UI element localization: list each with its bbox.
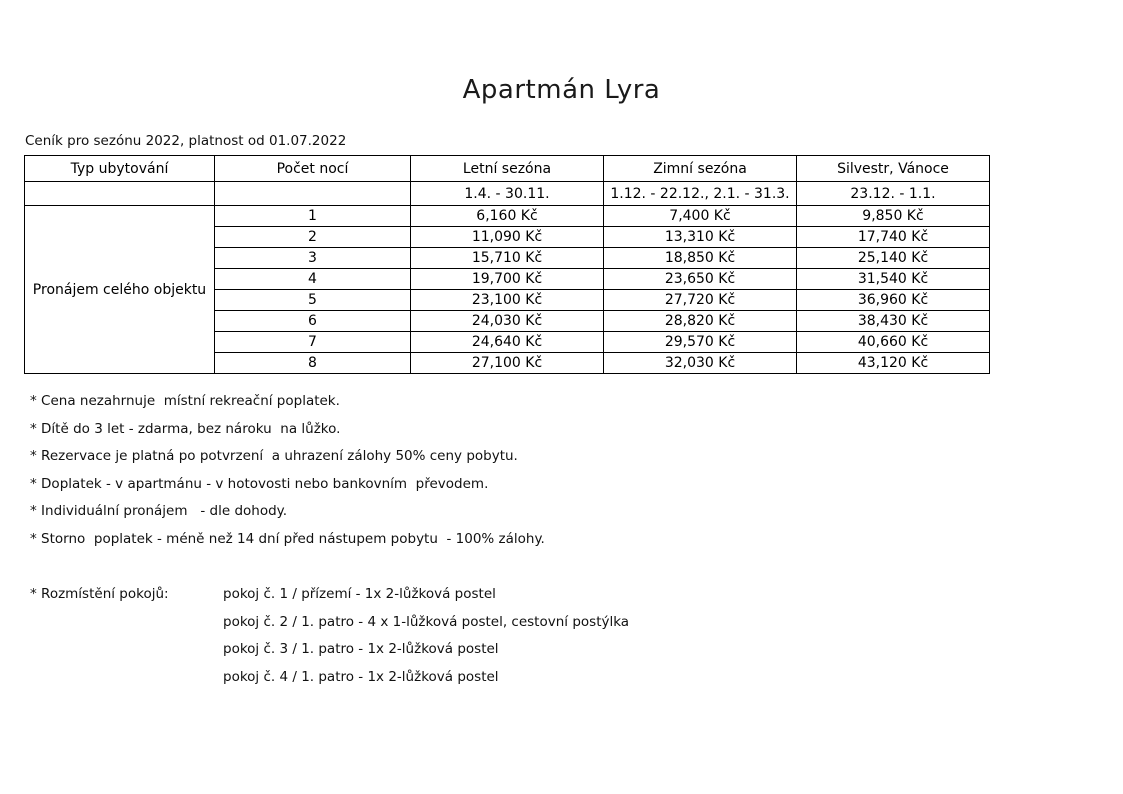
cell-price-holiday: 31,540 Kč	[797, 269, 990, 290]
cell-price-holiday: 25,140 Kč	[797, 248, 990, 269]
page-title: Apartmán Lyra	[462, 75, 661, 105]
header-type: Typ ubytování	[25, 156, 215, 182]
cell-price-winter: 32,030 Kč	[604, 353, 797, 374]
cell-price-summer: 11,090 Kč	[411, 227, 604, 248]
note-item: * Doplatek - v apartmánu - v hotovosti nebo bankovním převodem.	[30, 475, 489, 492]
cell-price-holiday: 43,120 Kč	[797, 353, 990, 374]
table-header-row-dates	[25, 182, 990, 206]
cell-price-summer: 24,030 Kč	[411, 311, 604, 332]
header-season-holiday: Silvestr, Vánoce	[797, 156, 990, 182]
cell-price-winter: 7,400 Kč	[604, 206, 797, 227]
header-nights: Počet nocí	[215, 156, 411, 182]
note-item: * Rezervace je platná po potvrzení a uhrazení zálohy 50% ceny pobytu.	[30, 448, 518, 464]
cell-nights: 1	[215, 206, 411, 227]
cell-nights: 3	[215, 248, 411, 269]
header-range-summer: 1.4. - 30.11.	[411, 182, 604, 206]
header-season-summer: Letní sezóna	[411, 156, 604, 182]
list-item: pokoj č. 3 / 1. patro - 1x 2-lůžková postel	[223, 641, 499, 657]
cell-price-holiday: 36,960 Kč	[797, 290, 990, 311]
cell-price-summer: 23,100 Kč	[411, 290, 604, 311]
cell-nights: 7	[215, 332, 411, 353]
header-range-holiday: 23.12. - 1.1.	[797, 182, 990, 206]
header-season-winter: Zimní sezóna	[604, 156, 797, 182]
note-item: * Storno poplatek - méně než 14 dní před nástupem pobytu - 100% zálohy.	[30, 530, 545, 547]
cell-nights: 2	[215, 227, 411, 248]
rooms-list	[223, 586, 629, 696]
cell-nights: 5	[215, 290, 411, 311]
price-list-subtitle: Ceník pro sezónu 2022, platnost od 01.07.2022	[25, 133, 347, 149]
cell-price-summer: 27,100 Kč	[411, 353, 604, 374]
list-item: pokoj č. 4 / 1. patro - 1x 2-lůžková postel	[223, 668, 499, 685]
cell-price-summer: 15,710 Kč	[411, 248, 604, 269]
table-header-row-main	[25, 156, 990, 182]
cell-price-winter: 27,720 Kč	[604, 290, 797, 311]
note-item: * Cena nezahrnuje místní rekreační poplatek.	[30, 393, 340, 409]
list-item: pokoj č. 2 / 1. patro - 4 x 1-lůžková postel, cestovní postýlka	[223, 613, 630, 630]
cell-price-winter: 28,820 Kč	[604, 311, 797, 332]
cell-price-winter: 13,310 Kč	[604, 227, 797, 248]
cell-price-holiday: 40,660 Kč	[797, 332, 990, 353]
cell-price-winter: 29,570 Kč	[604, 332, 797, 353]
note-item: * Dítě do 3 let - zdarma, bez nároku na lůžko.	[30, 420, 341, 437]
cell-price-winter: 23,650 Kč	[604, 269, 797, 290]
header-range-winter: 1.12. - 22.12., 2.1. - 31.3.	[604, 182, 797, 206]
list-item: pokoj č. 1 / přízemí - 1x 2-lůžková postel	[223, 586, 496, 602]
cell-price-winter: 18,850 Kč	[604, 248, 797, 269]
row-label-whole-object: Pronájem celého objektu	[25, 206, 215, 374]
cell-price-holiday: 9,850 Kč	[797, 206, 990, 227]
cell-price-summer: 6,160 Kč	[411, 206, 604, 227]
cell-nights: 8	[215, 353, 411, 374]
note-item: * Individuální pronájem - dle dohody.	[30, 503, 288, 519]
rooms-label: * Rozmístění pokojů:	[30, 586, 169, 602]
cell-price-summer: 24,640 Kč	[411, 332, 604, 353]
cell-price-summer: 19,700 Kč	[411, 269, 604, 290]
notes-list	[30, 393, 545, 558]
pricing-table	[24, 155, 990, 374]
cell-price-holiday: 17,740 Kč	[797, 227, 990, 248]
cell-nights: 4	[215, 269, 411, 290]
cell-nights: 6	[215, 311, 411, 332]
cell-price-holiday: 38,430 Kč	[797, 311, 990, 332]
table-row	[25, 206, 990, 227]
header-nights-spacer	[215, 182, 411, 206]
header-type-spacer	[25, 182, 215, 206]
